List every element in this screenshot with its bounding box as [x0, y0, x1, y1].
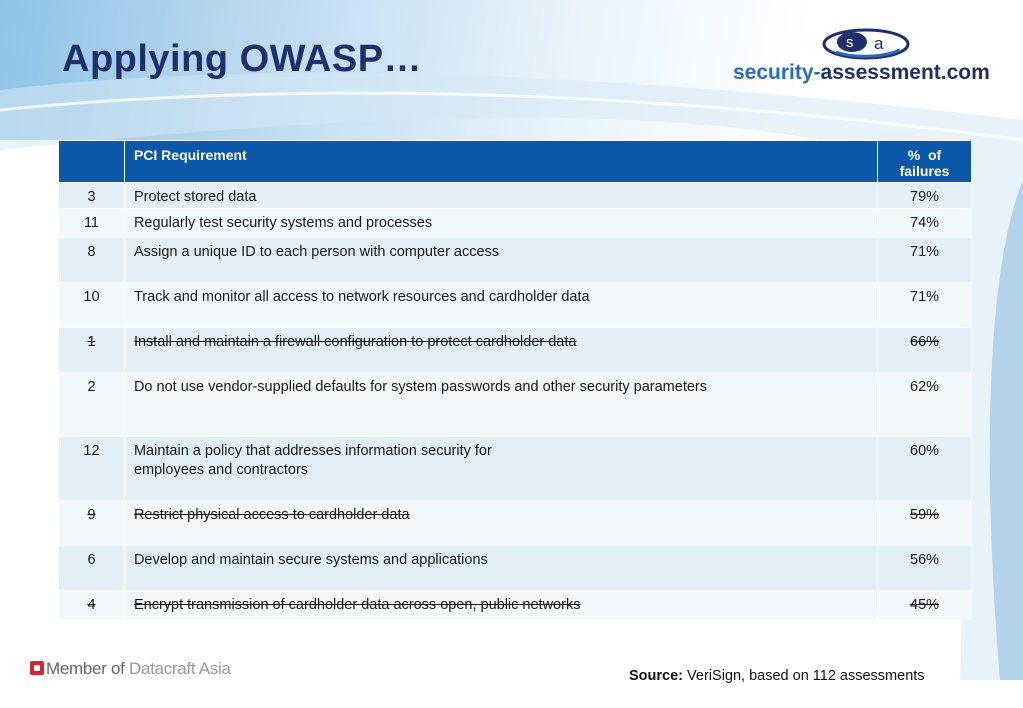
datacraft-logo-icon: [30, 661, 44, 675]
footer-company-text: Datacraft Asia: [129, 659, 231, 678]
row-pct: 45%: [910, 597, 940, 613]
row-pct: 71%: [910, 289, 940, 305]
table-row: [59, 209, 972, 238]
row-num: 12: [83, 443, 100, 459]
logo-text-part1: security-: [733, 61, 821, 84]
row-pct: 79%: [910, 189, 940, 205]
table-header-row: [59, 141, 972, 183]
company-logo: [730, 28, 1000, 88]
header-requirement: PCI Requirement: [124, 141, 877, 183]
row-requirement: Regularly test security systems and processes: [133, 215, 433, 231]
source-text: VeriSign, based on 112 assessments: [687, 668, 925, 684]
pci-requirements-table: [58, 140, 972, 620]
row-pct: 56%: [910, 552, 940, 568]
row-pct: 62%: [910, 379, 940, 395]
row-requirement-line1: Maintain a policy that addresses information security for: [133, 443, 492, 459]
row-num: 4: [87, 597, 96, 613]
row-num: 10: [83, 289, 100, 305]
logo-mark-letter-s: s: [846, 34, 854, 51]
table-row: [59, 591, 972, 620]
table-row: [59, 183, 972, 209]
logo-mark-icon: [822, 28, 910, 60]
row-requirement: Install and maintain a firewall configuration to protect cardholder data: [133, 334, 577, 350]
table-row: [59, 238, 972, 283]
row-pct: 59%: [910, 507, 940, 523]
table-row: [59, 373, 972, 437]
source-note: [629, 668, 925, 684]
logo-text-part2: assessment.com: [820, 61, 990, 84]
footer-member-text: Member of: [46, 659, 125, 678]
table-row: [59, 328, 972, 373]
table-row: [59, 501, 972, 546]
row-num: 8: [87, 244, 96, 260]
table-row: [59, 283, 972, 328]
table-row: [59, 546, 972, 591]
row-requirement: Assign a unique ID to each person with computer access: [133, 244, 500, 260]
row-pct: 71%: [910, 244, 940, 260]
row-num: 9: [87, 507, 96, 523]
row-num: 6: [87, 552, 96, 568]
source-label: Source:: [629, 668, 683, 684]
logo-wordmark: [733, 61, 990, 85]
row-requirement: Restrict physical access to cardholder data: [133, 507, 410, 523]
row-requirement: Do not use vendor-supplied defaults for system passwords and other security parameters: [133, 379, 707, 395]
header-pct-line1: % of: [907, 147, 942, 163]
row-requirement: Develop and maintain secure systems and applications: [133, 552, 488, 568]
row-pct: 66%: [910, 334, 940, 350]
slide-title: Applying OWASP…: [62, 38, 423, 80]
row-num: 1: [87, 334, 96, 350]
header-pct-line2: failures: [899, 163, 950, 179]
header-num: [59, 141, 125, 183]
row-num: 11: [83, 215, 99, 231]
row-pct: 74%: [910, 215, 940, 231]
row-num: 2: [87, 379, 96, 395]
row-requirement-line2: employees and contractors: [133, 462, 309, 478]
row-requirement: Protect stored data: [133, 189, 257, 205]
row-pct: 60%: [910, 443, 940, 459]
row-requirement: Encrypt transmission of cardholder data across open, public networks: [133, 597, 581, 613]
row-requirement: Track and monitor all access to network resources and cardholder data: [133, 289, 590, 305]
header-pct: [878, 141, 972, 183]
table-row: [59, 437, 972, 501]
row-num: 3: [87, 189, 96, 205]
logo-mark-letter-a: a: [874, 34, 884, 53]
member-of-datacraft-logo: [30, 659, 231, 679]
